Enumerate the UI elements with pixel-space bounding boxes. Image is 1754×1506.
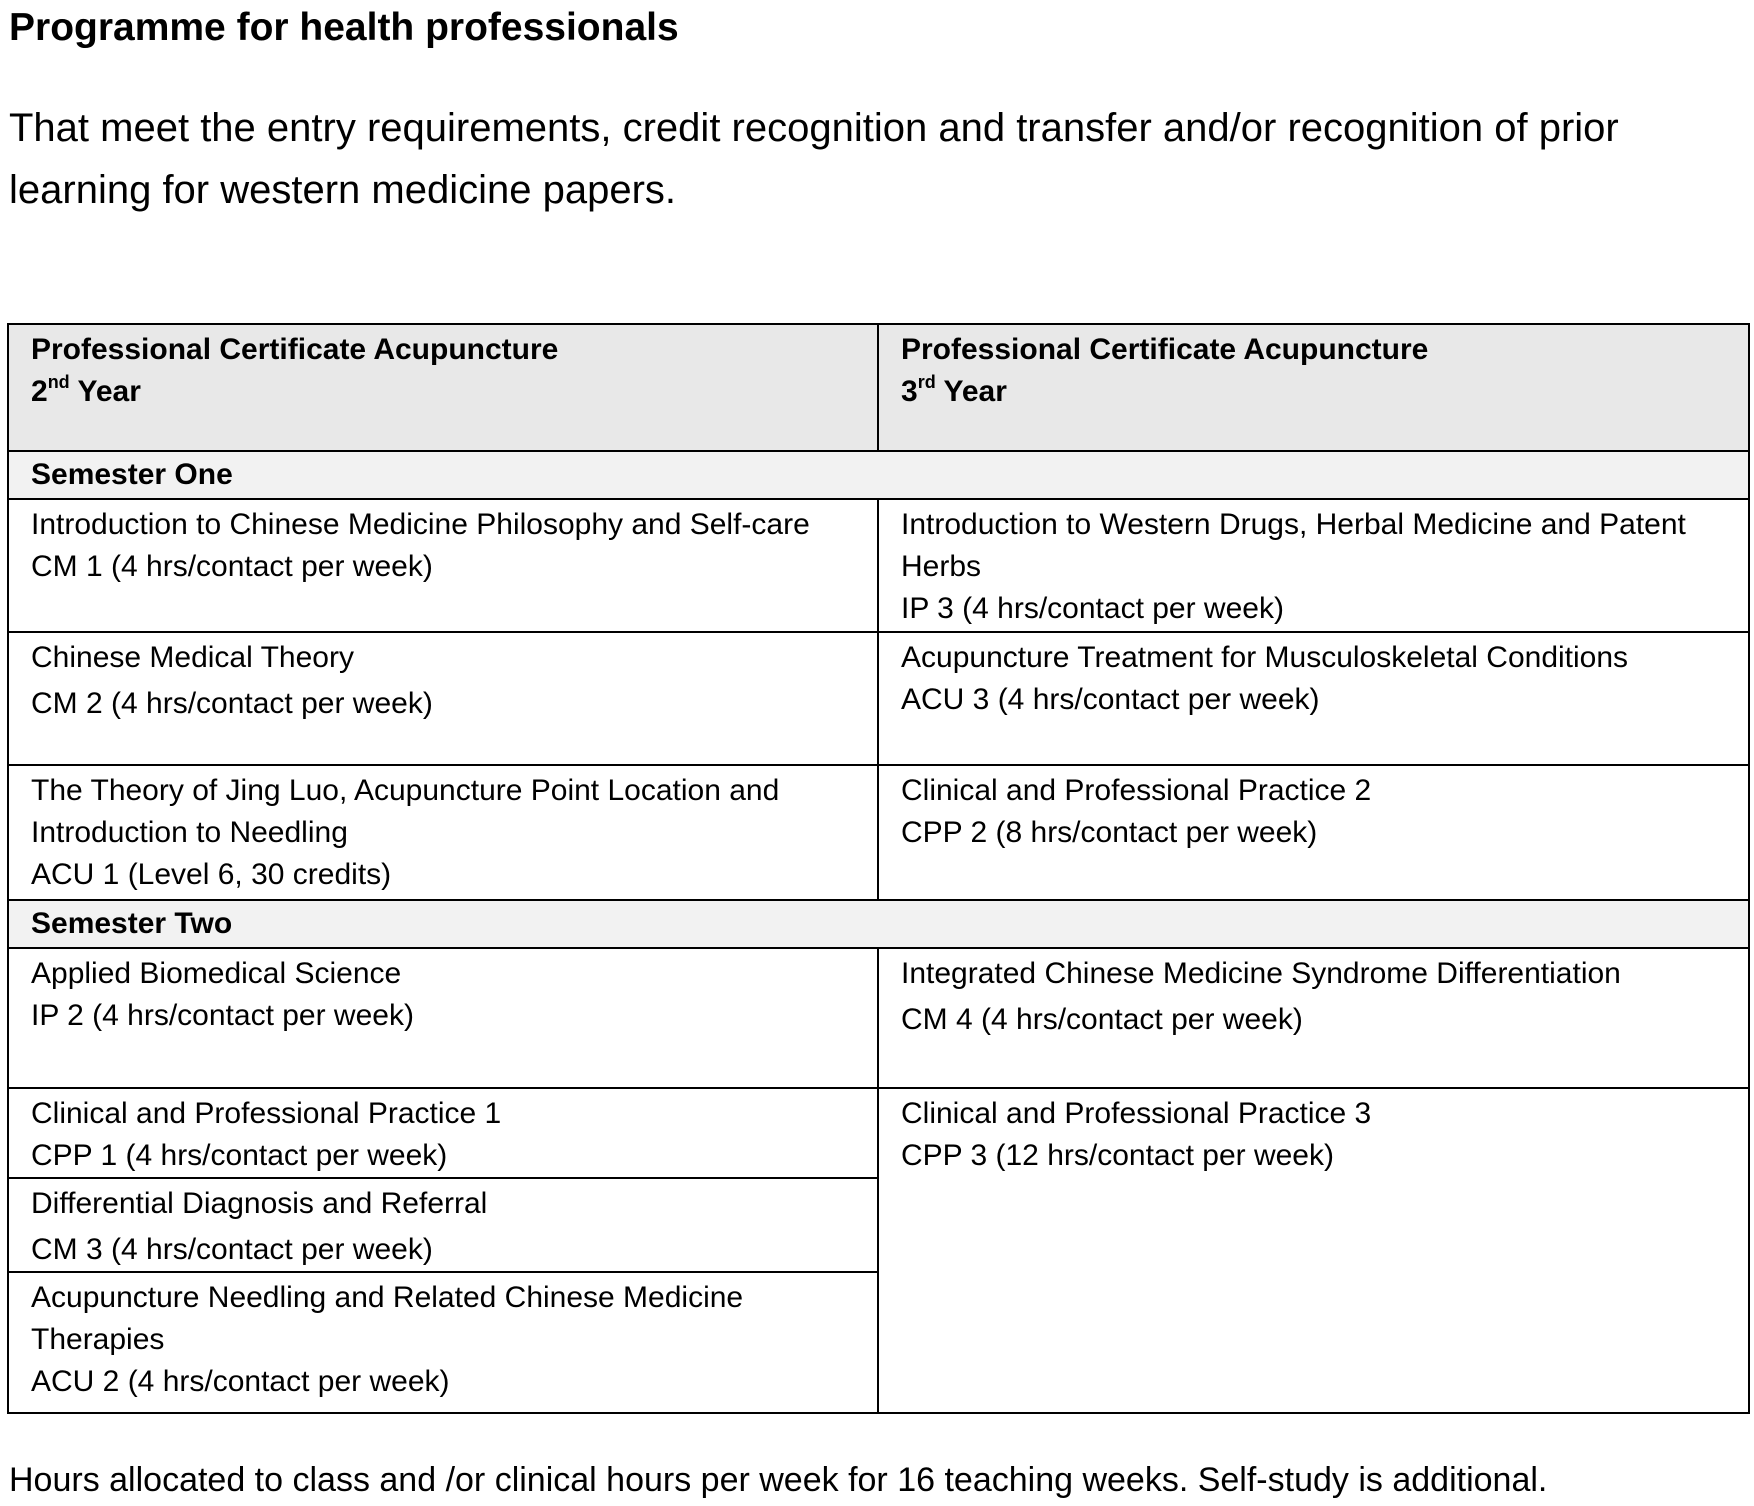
course-detail: ACU 2 (4 hrs/contact per week) [31,1365,450,1398]
header-year-suffix: rd [917,372,936,392]
course-cell [8,632,878,765]
course-detail: CM 2 (4 hrs/contact per week) [31,687,433,720]
table-row [8,948,1749,1088]
course-detail: CPP 2 (8 hrs/contact per week) [901,816,1318,849]
page-title: Programme for health professionals [9,6,679,49]
course-title: Integrated Chinese Medicine Syndrome Differentiation [901,957,1621,990]
table-row [8,765,1749,900]
course-detail: CM 1 (4 hrs/contact per week) [31,550,433,583]
course-cell [878,765,1749,900]
course-cell [8,1178,878,1272]
course-title: Clinical and Professional Practice 2 [901,774,1372,807]
header-cell-year-3 [878,324,1749,451]
course-cell [8,499,878,632]
header-year-line [901,371,1726,413]
course-detail: CM 3 (4 hrs/contact per week) [31,1233,433,1266]
programme-table [7,323,1750,1414]
header-programme-name: Professional Certificate Acupuncture [901,333,1429,366]
header-year-number: 3 [901,375,918,408]
header-year-label: Year [77,375,141,408]
course-detail: CPP 1 (4 hrs/contact per week) [31,1139,448,1172]
semester-two-row [8,900,1749,948]
course-cell [8,1088,878,1178]
table-row [8,499,1749,632]
semester-one-row [8,451,1749,499]
course-detail: IP 3 (4 hrs/contact per week) [901,592,1284,625]
course-detail: CPP 3 (12 hrs/contact per week) [901,1139,1334,1172]
course-detail: ACU 3 (4 hrs/contact per week) [901,683,1320,716]
course-detail: IP 2 (4 hrs/contact per week) [31,999,414,1032]
course-title: Introduction to Chinese Medicine Philosophy and Self-care [31,508,810,541]
course-cell [878,632,1749,765]
course-title: Introduction to Western Drugs, Herbal Medicine and Patent Herbs [901,508,1686,583]
header-programme-name: Professional Certificate Acupuncture [31,333,559,366]
semester-two-label: Semester Two [8,900,1749,948]
table-row [8,632,1749,765]
header-cell-year-2 [8,324,878,451]
header-year-suffix: nd [47,372,70,392]
course-detail: CM 4 (4 hrs/contact per week) [901,1003,1303,1036]
course-cell [8,765,878,900]
header-year-line [31,371,855,413]
course-cell-merged [878,1088,1749,1413]
course-title: The Theory of Jing Luo, Acupuncture Point Location and Introduction to Needling [31,774,780,849]
course-title: Acupuncture Treatment for Musculoskeletal Conditions [901,641,1629,674]
course-title: Acupuncture Needling and Related Chinese Medicine Therapies [31,1281,744,1356]
course-cell [8,1272,878,1413]
course-cell [878,499,1749,632]
course-title: Chinese Medical Theory [31,641,354,674]
table-row [8,1088,1749,1178]
intro-paragraph: That meet the entry requirements, credit recognition and transfer and/or recognition of prior learning for western medicine papers. [9,106,1619,212]
header-year-label: Year [943,375,1007,408]
header-year-number: 2 [31,375,48,408]
course-title: Differential Diagnosis and Referral [31,1187,488,1220]
semester-one-label: Semester One [8,451,1749,499]
table-header-row [8,324,1749,451]
course-title: Clinical and Professional Practice 3 [901,1097,1372,1130]
course-cell [878,948,1749,1088]
course-detail: ACU 1 (Level 6, 30 credits) [31,858,392,891]
course-title: Applied Biomedical Science [31,957,402,990]
course-cell [8,948,878,1088]
footnote: Hours allocated to class and /or clinical hours per week for 16 teaching weeks. Self-study is additional. [9,1461,1548,1499]
course-title: Clinical and Professional Practice 1 [31,1097,502,1130]
